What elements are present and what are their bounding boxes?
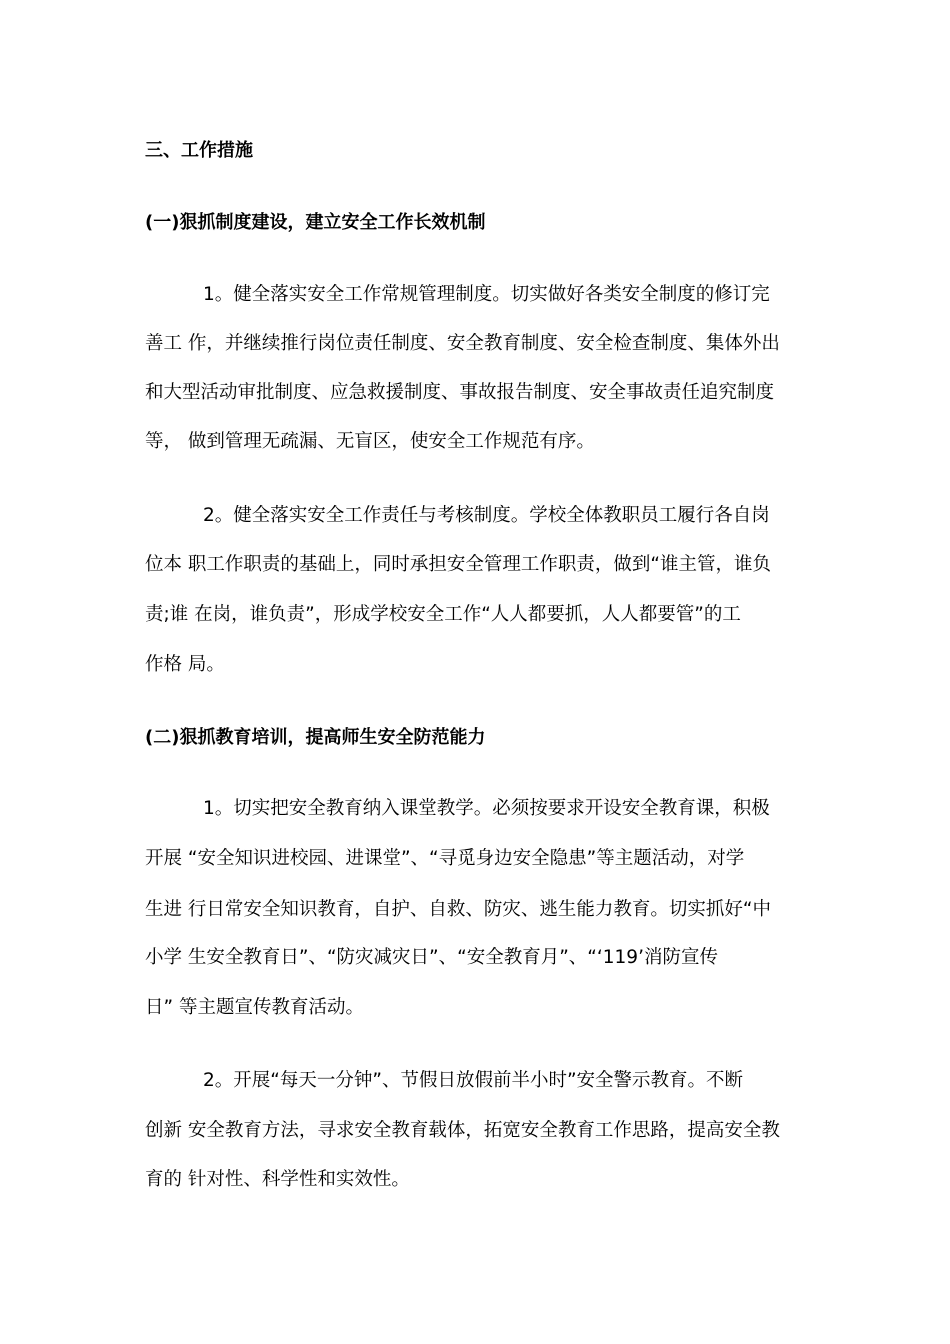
paragraph-line: 生进 行日常安全知识教育，自护、自救、防灾、逃生能力教育。切实抓好“中 xyxy=(145,899,771,920)
paragraph-line: 位本 职工作职责的基础上，同时承担安全管理工作职责，做到“谁主管，谁负 xyxy=(145,554,771,575)
paragraph-line: 日” 等主题宣传教育活动。 xyxy=(145,997,364,1018)
paragraph-line: 开展 “安全知识进校园、进课堂”、“寻觅身边安全隐患”等主题活动，对学 xyxy=(145,848,745,869)
paragraph-line: 和大型活动审批制度、应急救援制度、事故报告制度、安全事故责任追究制度 xyxy=(145,382,775,403)
paragraph-line: 等， 做到管理无疏漏、无盲区，使安全工作规范有序。 xyxy=(145,431,595,452)
subsection-title-1: (一)狠抓制度建设，建立安全工作长效机制 xyxy=(145,212,486,233)
paragraph-line: 2。健全落实安全工作责任与考核制度。学校全体教职员工履行各自岗 xyxy=(203,505,770,526)
paragraph-line: 2。开展“每天一分钟”、节假日放假前半小时”安全警示教育。不断 xyxy=(203,1070,744,1091)
paragraph-line: 责;谁 在岗，谁负责”，形成学校安全工作“人人都要抓，人人都要管”的工 xyxy=(145,604,741,625)
section-title: 三、工作措施 xyxy=(145,140,253,161)
paragraph-line: 1。切实把安全教育纳入课堂教学。必须按要求开设安全教育课，积极 xyxy=(203,798,770,819)
paragraph-line: 1。健全落实安全工作常规管理制度。切实做好各类安全制度的修订完 xyxy=(203,284,770,305)
paragraph-line: 善工 作，并继续推行岗位责任制度、安全教育制度、安全检查制度、集体外出 xyxy=(145,333,780,354)
paragraph-line: 创新 安全教育方法，寻求安全教育载体，拓宽安全教育工作思路，提高安全教 xyxy=(145,1120,780,1141)
subsection-title-2: (二)狠抓教育培训，提高师生安全防范能力 xyxy=(145,727,486,748)
paragraph-line: 小学 生安全教育日”、“防灾减灾日”、“安全教育月”、“‘119’消防宣传 xyxy=(145,947,718,968)
paragraph-line: 育的 针对性、科学性和实效性。 xyxy=(145,1169,410,1190)
paragraph-line: 作格 局。 xyxy=(145,654,225,675)
